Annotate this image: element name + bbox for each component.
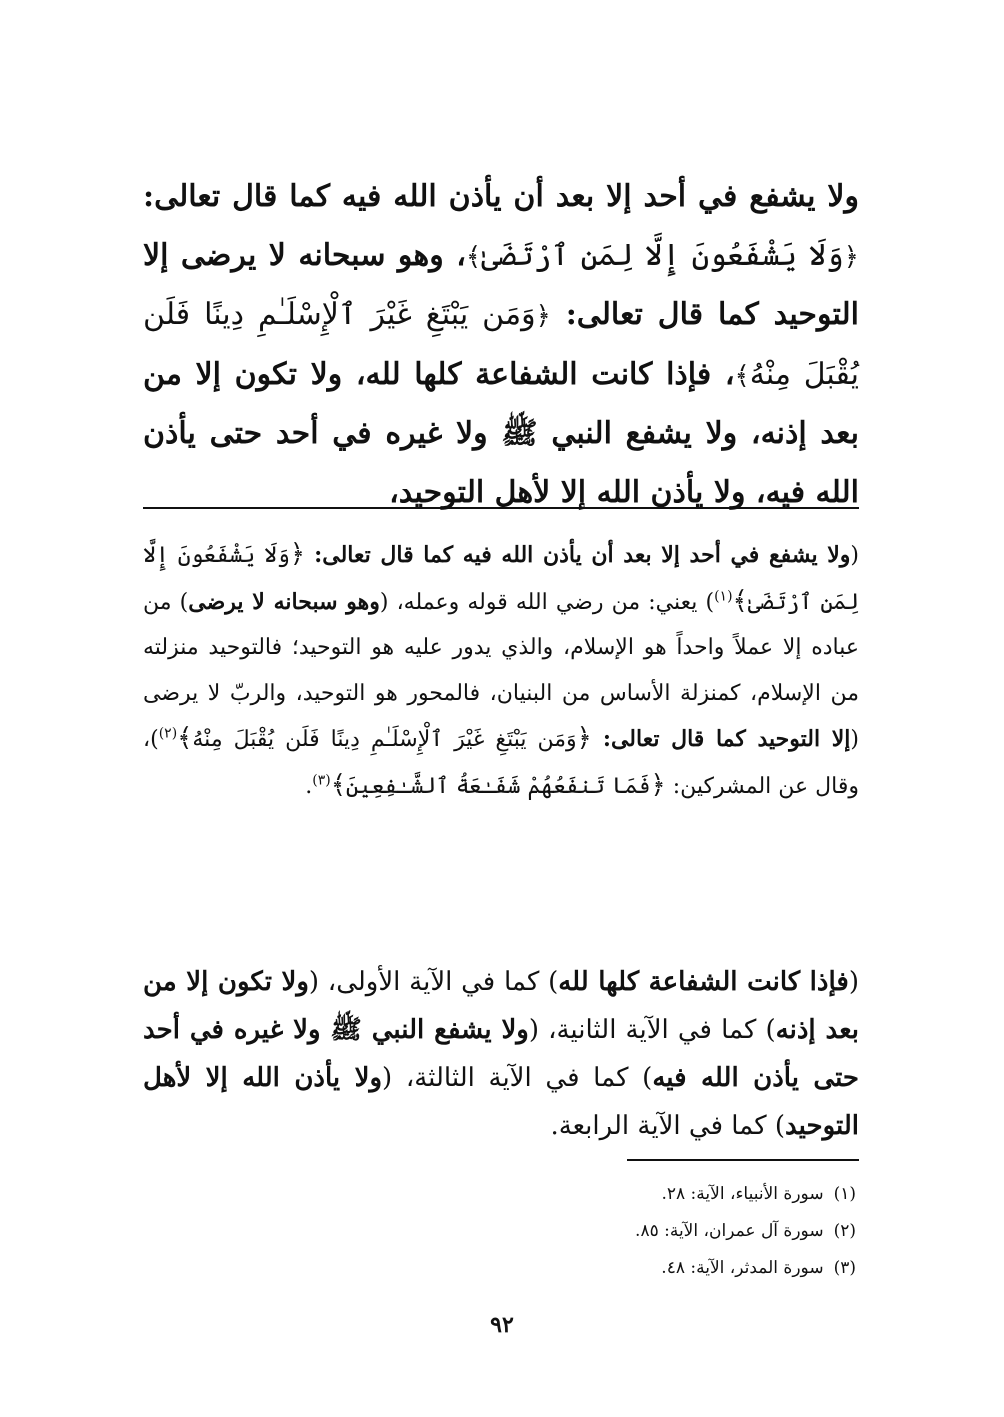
quran-bracket-open: ﴿: [576, 723, 592, 753]
main-sentence-3: ، فإذا كانت الشفاعة كلها لله، ولا تكون إلا من بعد إذنه، ولا يشفع النبي ﷺ ولا غيره في أحد حتى يأذن الله فيه، ولا يأذن الله إلا لأهل التوحيد،: [143, 356, 859, 510]
quran-verse-2: وَمَن يَبْتَغِ غَيْرَ ٱلْإِسْلَـٰمِ دِينًا فَلَن يُقْبَلَ مِنْهُ: [192, 727, 577, 752]
footnote-1: [456, 1176, 856, 1213]
quran-verse-3: فَمَا تَنفَعُهُمْ شَفَـٰعَةُ ٱلشَّـٰفِعِينَ: [345, 773, 651, 799]
quoted-text-1: ولا يشفع في أحد إلا بعد أن يأذن الله فيه كما قال تعالى:: [314, 542, 851, 568]
section-divider: [143, 507, 859, 509]
main-sentence-1: ولا يشفع في أحد إلا بعد أن يأذن الله فيه كما قال تعالى:: [143, 179, 859, 214]
quoted-text-3: ولا يشفع النبي ﷺ ولا غيره في أحد حتى يأذن الله فيه: [143, 1015, 859, 1093]
commentary-text-4: .: [305, 773, 313, 799]
quran-bracket-close: ﴾: [732, 585, 748, 616]
main-text: [143, 168, 859, 522]
quran-verse-1: وَلَا يَشْفَعُونَ إِلَّا لِمَنِ ٱرْتَضَىٰ: [143, 543, 860, 615]
page-number: ٩٢: [490, 1312, 514, 1338]
main-sentence-2: ، وهو سبحانه لا يرضى إلا التوحيد كما قال تعالى:: [143, 237, 859, 332]
footnote-number: (٢): [833, 1221, 856, 1241]
footnote-2: [456, 1213, 856, 1250]
commentary-text-3: ) كما في الآية الثالثة، (: [382, 1063, 653, 1093]
footnote-text: سورة المدثر، الآية: ٤٨.: [661, 1258, 824, 1278]
footnote-ref-1: (١): [714, 588, 733, 605]
quran-bracket-close: ﴾: [177, 723, 193, 753]
footnote-ref-3: (٣): [312, 772, 331, 789]
quoted-text-1: فإذا كانت الشفاعة كلها لله: [558, 967, 849, 997]
quoted-text-4: ولا يأذن الله إلا لأهل التوحيد: [143, 1063, 859, 1141]
paren: (: [848, 967, 859, 997]
quran-bracket-close: ﴾: [734, 360, 750, 391]
quran-bracket-open: ﴿: [843, 241, 859, 272]
commentary-paragraph-1: [143, 532, 859, 809]
commentary-text-4: ) كما في الآية الرابعة.: [550, 1111, 785, 1141]
quran-verse-1: وَلَا يَشْفَعُونَ إِلَّا لِمَنِ ٱرْتَضَىٰ: [481, 237, 844, 273]
footnote-text: سورة الأنبياء، الآية: ٢٨.: [661, 1184, 824, 1204]
quran-verse-2: وَمَن يَبْتَغِ غَيْرَ ٱلْإِسْلَـٰمِ دِينًا فَلَن يُقْبَلَ مِنْهُ: [143, 297, 859, 392]
commentary-text-1: ) كما في الآية الأولى، (: [308, 967, 559, 997]
commentary-text-1: ) يعني: من رضي الله قوله وعمله، (: [379, 589, 715, 615]
commentary-text-3: )، وقال عن المشركين:: [143, 727, 859, 799]
footnotes: [456, 1176, 856, 1287]
quran-bracket-open: ﴿: [535, 301, 551, 331]
quoted-text-2: وهو سبحانه لا يرضى: [188, 588, 380, 615]
footnote-3: [456, 1250, 856, 1287]
footnote-number: (١): [833, 1184, 856, 1204]
paren: (: [850, 543, 859, 568]
footnote-number: (٣): [833, 1258, 856, 1278]
footnote-text: سورة آل عمران، الآية: ٨٥.: [635, 1221, 824, 1241]
quoted-text-2: ولا تكون إلا من بعد إذنه: [143, 967, 859, 1045]
commentary-text-2: ) من عباده إلا عملاً واحداً هو الإسلام، والذي يدور عليه هو التوحيد؛ فالتوحيد منزلته من الإسلام، كمنزلة الأساس من البنيان، فالمحور هو التوحيد، والربّ لا يرضى (: [143, 589, 859, 752]
quran-bracket-open: ﴿: [289, 539, 306, 569]
footnote-ref-2: (٢): [158, 725, 178, 742]
commentary-paragraph-2: [143, 958, 859, 1150]
quran-bracket-close: ﴾: [465, 241, 482, 272]
quoted-text-3: إلا التوحيد كما قال تعالى:: [602, 726, 851, 752]
quran-bracket-open: ﴿: [650, 769, 666, 800]
footnote-divider: [627, 1159, 859, 1161]
quran-bracket-close: ﴾: [330, 769, 346, 800]
commentary-text-2: ) كما في الآية الثانية، (: [528, 1015, 776, 1045]
